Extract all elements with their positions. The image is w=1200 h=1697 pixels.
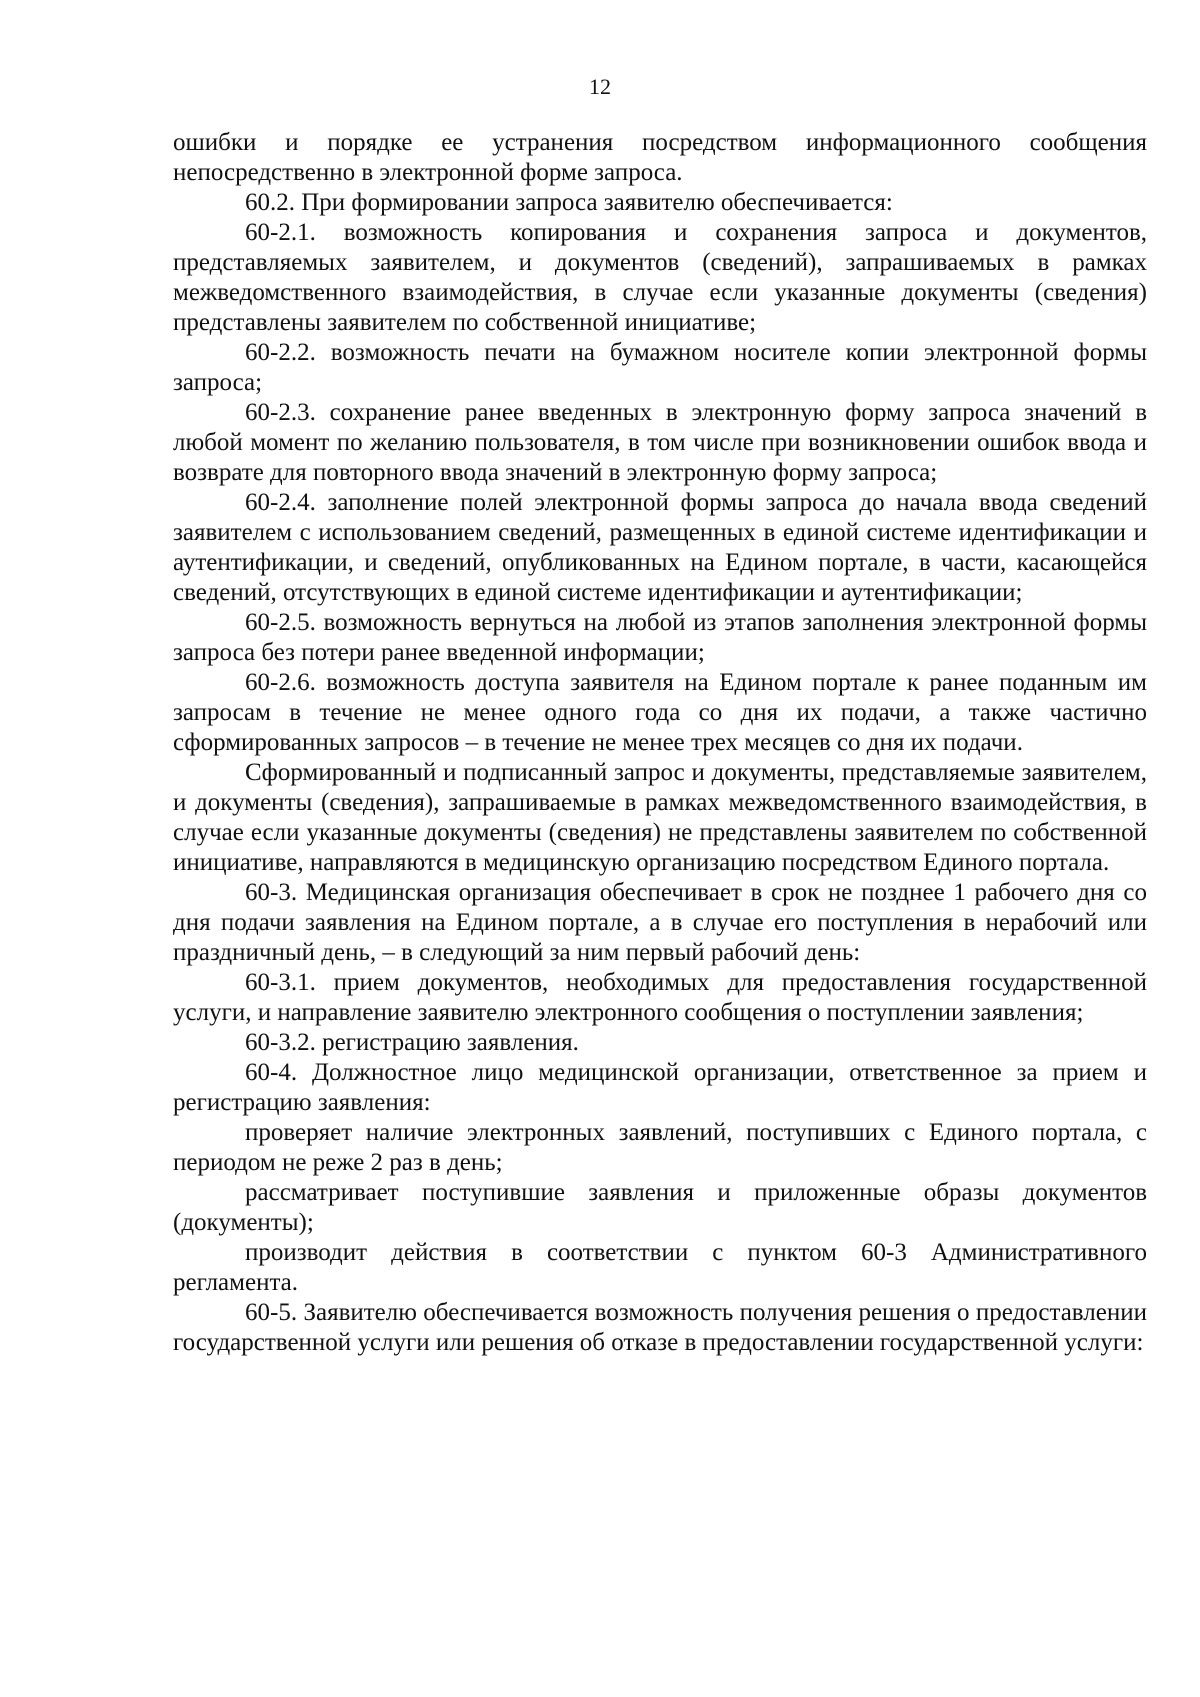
paragraph-60-2-2: 60-2.2. возможность печати на бумажном носителе копии электронной формы запроса; — [173, 339, 1147, 396]
paragraph-60-3: 60-3. Медицинская организация обеспечивает в срок не позднее 1 рабочего дня со дня подачи заявления на Едином портале, а в случае его поступления в нерабочий или праздничный день, – в следующий за ним первый рабочий день: — [173, 879, 1147, 966]
paragraph-60-2-6: 60-2.6. возможность доступа заявителя на Едином портале к ранее поданным им запросам в течение не менее одного года со дня их подачи, а также частично сформированных запросов – в течение не менее трех месяцев со дня их подачи. — [173, 669, 1147, 756]
paragraph-60-5: 60-5. Заявителю обеспечивается возможность получения решения о предоставлении государственной услуги или решения об отказе в предоставлении государственной услуги: — [173, 1299, 1147, 1356]
paragraph-60-2-5: 60-2.5. возможность вернуться на любой из этапов заполнения электронной формы запроса без потери ранее введенной информации; — [173, 609, 1147, 666]
paragraph-performs-actions: производит действия в соответствии с пунктом 60-3 Административного регламента. — [173, 1239, 1147, 1296]
paragraph-60-2-1: 60-2.1. возможность копирования и сохранения запроса и документов, представляемых заявителем, и документов (сведений), запрашиваемых в рамках межведомственного взаимодействия, в случае если указанные документы (сведения) представлены заявителем по собственной инициативе; — [173, 219, 1147, 336]
paragraph-formed-request: Сформированный и подписанный запрос и документы, представляемые заявителем, и документы (сведения), запрашиваемые в рамках межведомственного взаимодействия, в случае если указанные документы (сведения) не представлены заявителем по собственной инициативе, направляются в медицинскую организацию посредством Единого портала. — [173, 759, 1147, 876]
paragraph-checks-applications: проверяет наличие электронных заявлений, поступивших с Единого портала, с периодом не реже 2 раз в день; — [173, 1119, 1147, 1176]
paragraph-60-3-1: 60-3.1. прием документов, необходимых для предоставления государственной услуги, и направление заявителю электронного сообщения о поступлении заявления; — [173, 969, 1147, 1026]
paragraph-60-2-4: 60-2.4. заполнение полей электронной формы запроса до начала ввода сведений заявителем с использованием сведений, размещенных в единой системе идентификации и аутентификации, и сведений, опубликованных на Едином портале, в части, касающейся сведений, отсутствующих в единой системе идентификации и аутентификации; — [173, 489, 1147, 606]
paragraph-reviews-applications: рассматривает поступившие заявления и приложенные образы документов (документы); — [173, 1179, 1147, 1236]
page-number: 12 — [589, 74, 611, 99]
paragraph-60-2-3: 60-2.3. сохранение ранее введенных в электронную форму запроса значений в любой момент по желанию пользователя, в том числе при возникновении ошибок ввода и возврате для повторного ввода значений в электронную форму запроса; — [173, 399, 1147, 486]
paragraph-continuation: ошибки и порядке ее устранения посредством информационного сообщения непосредственно в электронной форме запроса. — [173, 129, 1147, 186]
document-body — [173, 128, 1147, 1358]
paragraph-60-2: 60.2. При формировании запроса заявителю обеспечивается: — [245, 189, 893, 216]
paragraph-60-4: 60-4. Должностное лицо медицинской организации, ответственное за прием и регистрацию заявления: — [173, 1059, 1147, 1116]
paragraph-60-3-2: 60-3.2. регистрацию заявления. — [245, 1029, 579, 1056]
